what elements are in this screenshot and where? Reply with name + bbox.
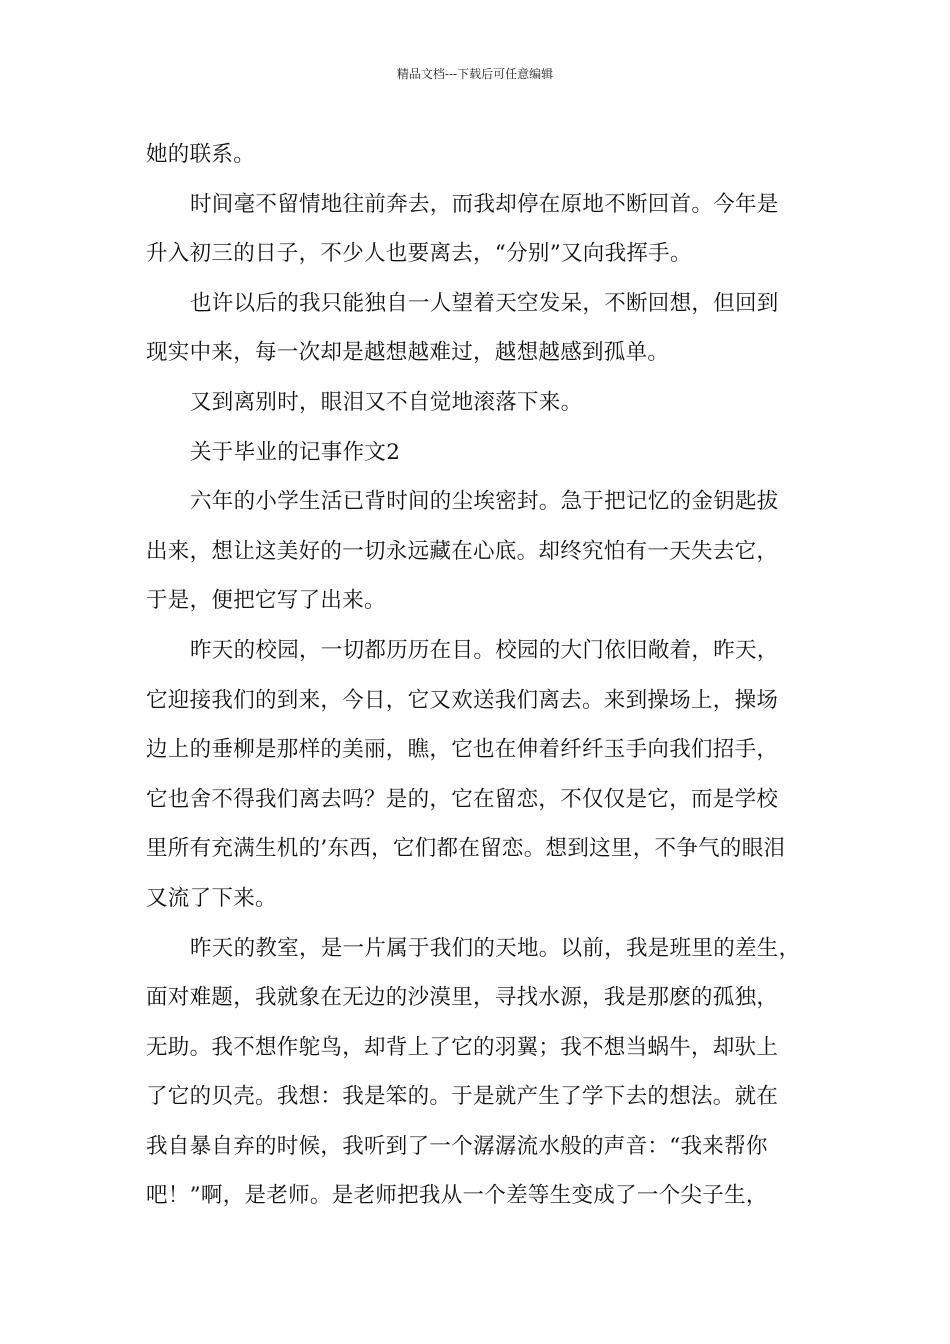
text-line: 吧！”啊，是老师。是老师把我从一个差等生变成了一个尖子生， <box>146 1183 768 1209</box>
text-line: 出来，想让这美好的一切永远藏在心底。却终究怕有一天失去它， <box>146 538 779 564</box>
text-line: 于是，便把它写了出来。 <box>146 588 386 614</box>
text-line: 了它的贝壳。我想：我是笨的。于是就产生了学下去的想法。就在 <box>146 1084 779 1110</box>
text-line: 又流了下来。 <box>146 885 277 911</box>
text-line: 也许以后的我只能独自一人望着天空发呆，不断回想，但回到 <box>190 290 779 316</box>
text-line: 时间毫不留情地往前奔去，而我却停在原地不断回首。今年是 <box>190 191 779 217</box>
text-line: 它迎接我们的到来，今日，它又欢送我们离去。来到操场上，操场 <box>146 687 779 713</box>
text-line: 它也舍不得我们离去吗？是的，它在留恋，不仅仅是它，而是学校 <box>146 786 779 812</box>
text-line: 升入初三的日子，不少人也要离去，“分别”又向我挥手。 <box>146 241 692 267</box>
text-line: 六年的小学生活已背时间的尘埃密封。急于把记忆的金钥匙拔 <box>190 489 779 515</box>
text-line: 她的联系。 <box>146 142 256 167</box>
text-line: 无助。我不想作鸵鸟，却背上了它的羽翼；我不想当蜗牛，却驮上 <box>146 1034 779 1060</box>
text-line: 我自暴自弃的时候，我听到了一个潺潺流水般的声音：“我来帮你 <box>146 1133 768 1159</box>
section-title: 关于毕业的记事作文2 <box>190 439 401 465</box>
text-line: 昨天的教室，是一片属于我们的天地。以前，我是班里的差生， <box>190 935 801 961</box>
text-line: 里所有充满生机的’东西，它们都在留恋。想到这里，不争气的眼泪 <box>146 836 786 862</box>
text-line: 又到离别时，眼泪又不自觉地滚落下来。 <box>190 389 583 415</box>
text-line: 现实中来，每一次却是越想越难过，越想越感到孤单。 <box>146 340 670 366</box>
text-line: 面对难题，我就象在无边的沙漠里，寻找水源，我是那麽的孤独， <box>146 985 779 1011</box>
page-header: 精品文档---下载后可任意编辑 <box>396 67 554 81</box>
text-line: 昨天的校园，一切都历历在目。校园的大门依旧敞着，昨天， <box>190 637 779 663</box>
document-body <box>146 130 836 1221</box>
text-line: 边上的垂柳是那样的美丽，瞧，它也在伸着纤纤玉手向我们招手， <box>146 737 779 763</box>
